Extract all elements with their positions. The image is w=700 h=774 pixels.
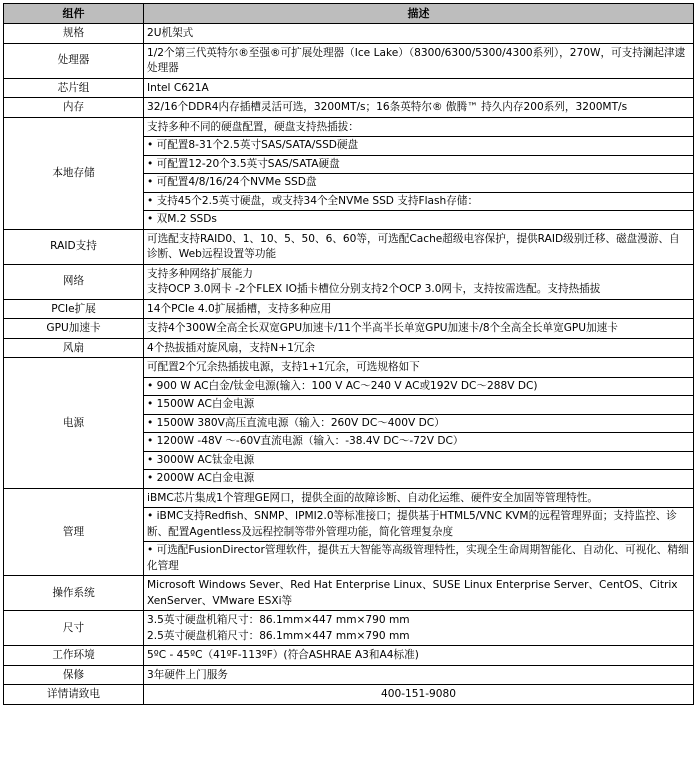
table-row — [4, 576, 694, 611]
header-component: 组件 — [4, 4, 144, 24]
spec-label: 管理 — [4, 488, 144, 576]
spec-label: PCIe扩展 — [4, 299, 144, 319]
spec-value-line: 可配置2个冗余热插拔电源，支持1+1冗余，可选规格如下 — [147, 361, 420, 373]
spec-value-line: • 1500W AC白金电源 — [144, 395, 693, 413]
table-row — [4, 78, 694, 98]
spec-value — [144, 611, 694, 646]
spec-value — [144, 299, 694, 319]
spec-value-line: • 2000W AC白金电源 — [144, 469, 693, 487]
spec-value-line: 400-151-9080 — [380, 688, 457, 700]
table-row — [4, 319, 694, 339]
spec-value — [144, 264, 694, 299]
spec-value-line: • 1200W -48V ～-60V直流电源（输入：-38.4V DC～-72V DC） — [144, 432, 693, 450]
spec-value-line: • 双M.2 SSDs — [144, 210, 693, 228]
spec-value-line: • 可配置8-31个2.5英寸SAS/SATA/SSD硬盘 — [144, 136, 693, 154]
table-row — [4, 264, 694, 299]
spec-value-line: • 可选配FusionDirector管理软件，提供五大智能等高级管理特性，实现全生命周期智能化、自动化、可视化、精细化管理 — [144, 541, 693, 574]
spec-value — [144, 488, 694, 576]
table-row — [4, 611, 694, 646]
spec-value-line: Intel C621A — [147, 81, 209, 94]
spec-value — [144, 319, 694, 339]
spec-value-line: 4个热拔插对旋风扇，支持N+1冗余 — [147, 341, 315, 354]
spec-label: 保修 — [4, 665, 144, 685]
spec-value-line: • 可配置4/8/16/24个NVMe SSD盘 — [144, 173, 693, 191]
table-row — [4, 98, 694, 118]
spec-value-line: Microsoft Windows Sever、Red Hat Enterprise Linux、SUSE Linux Enterprise Server、CentOS、Citrix XenServer、VMware ESXi等 — [147, 579, 678, 607]
spec-value-line: 32/16个DDR4内存插槽灵活可选，3200MT/s；16条英特尔® 傲腾™ 持久内存200系列，3200MT/s — [147, 101, 628, 113]
spec-value — [144, 646, 694, 666]
spec-label: 尺寸 — [4, 611, 144, 646]
table-row — [4, 229, 694, 264]
spec-label: 电源 — [4, 358, 144, 489]
spec-label: 详情请致电 — [4, 685, 144, 705]
spec-value-line: 支持OCP 3.0网卡 -2个FLEX IO插卡槽位分别支持2个OCP 3.0网卡，支持按需选配。支持热插拔 — [147, 283, 601, 295]
spec-value — [144, 665, 694, 685]
spec-label: 操作系统 — [4, 576, 144, 611]
spec-value — [144, 24, 694, 44]
spec-value — [144, 78, 694, 98]
spec-value-line: 可选配支持RAID0、1、10、5、50、6、60等，可选配Cache超级电容保护，提供RAID级别迁移、磁盘漫游、自诊断、Web远程设置等功能 — [147, 232, 680, 260]
spec-label: 风扇 — [4, 338, 144, 358]
table-row — [4, 685, 694, 705]
spec-value — [144, 338, 694, 358]
spec-label: GPU加速卡 — [4, 319, 144, 339]
spec-value-line: 5ºC - 45ºC（41ºF-113ºF）(符合ASHRAE A3和A4标准) — [147, 649, 419, 661]
spec-label: 本地存储 — [4, 117, 144, 229]
spec-value-line: • 可配置12-20个3.5英寸SAS/SATA硬盘 — [144, 155, 693, 173]
spec-value-line: 3年硬件上门服务 — [147, 668, 228, 681]
spec-label: 规格 — [4, 24, 144, 44]
spec-value — [144, 685, 694, 705]
table-row — [4, 358, 694, 489]
spec-table — [3, 3, 694, 705]
table-row — [4, 43, 694, 78]
table-row — [4, 646, 694, 666]
spec-value-line: 支持4个300W全高全长双宽GPU加速卡/11个半高半长单宽GPU加速卡/8个全高全长单宽GPU加速卡 — [147, 322, 618, 334]
table-row — [4, 24, 694, 44]
spec-value-line: • 3000W AC钛金电源 — [144, 451, 693, 469]
spec-value-line: 支持多种不同的硬盘配置，硬盘支持热插拔： — [147, 120, 359, 133]
table-header-row — [4, 4, 694, 24]
spec-value — [144, 358, 694, 489]
spec-value-line: • 1500W 380V高压直流电源（输入：260V DC～400V DC） — [144, 414, 693, 432]
spec-value-line: • iBMC支持Redfish、SNMP、IPMI2.0等标准接口；提供基于HTML5/VNC KVM的远程管理界面；支持监控、诊断、配置Agentless及远程控制等带外管理功能，简化管理复杂度 — [144, 507, 693, 540]
spec-value — [144, 117, 694, 229]
table-row — [4, 117, 694, 229]
header-description: 描述 — [144, 4, 694, 24]
spec-value-line: 3.5英寸硬盘机箱尺寸：86.1mm×447 mm×790 mm — [147, 614, 410, 626]
spec-value — [144, 43, 694, 78]
spec-value-line: iBMC芯片集成1个管理GE网口，提供全面的故障诊断、自动化运维、硬件安全加固等管理特性。 — [147, 491, 598, 504]
spec-label: 网络 — [4, 264, 144, 299]
spec-value-line: 14个PCIe 4.0扩展插槽，支持多种应用 — [147, 302, 332, 315]
table-row — [4, 488, 694, 576]
spec-value — [144, 576, 694, 611]
spec-value-line: • 900 W AC白金/钛金电源(输入：100 V AC～240 V AC或192V DC～288V DC) — [144, 377, 693, 395]
spec-label: 内存 — [4, 98, 144, 118]
spec-value-line: • 支持45个2.5英寸硬盘，或支持34个全NVMe SSD 支持Flash存储： — [144, 192, 693, 210]
spec-label: 处理器 — [4, 43, 144, 78]
spec-value-line: 支持多种网络扩展能力 — [147, 267, 253, 280]
spec-label: 工作环境 — [4, 646, 144, 666]
spec-value-line: 1/2个第三代英特尔®至强®可扩展处理器（Ice Lake）（8300/6300/5300/4300系列），270W，可支持澜起津逮处理器 — [147, 46, 686, 74]
spec-value-line: 2U机架式 — [147, 27, 194, 39]
table-row — [4, 665, 694, 685]
spec-value — [144, 98, 694, 118]
spec-value-line: 2.5英寸硬盘机箱尺寸：86.1mm×447 mm×790 mm — [147, 629, 410, 642]
table-row — [4, 299, 694, 319]
table-row — [4, 338, 694, 358]
spec-label: 芯片组 — [4, 78, 144, 98]
spec-label: RAID支持 — [4, 229, 144, 264]
spec-value — [144, 229, 694, 264]
